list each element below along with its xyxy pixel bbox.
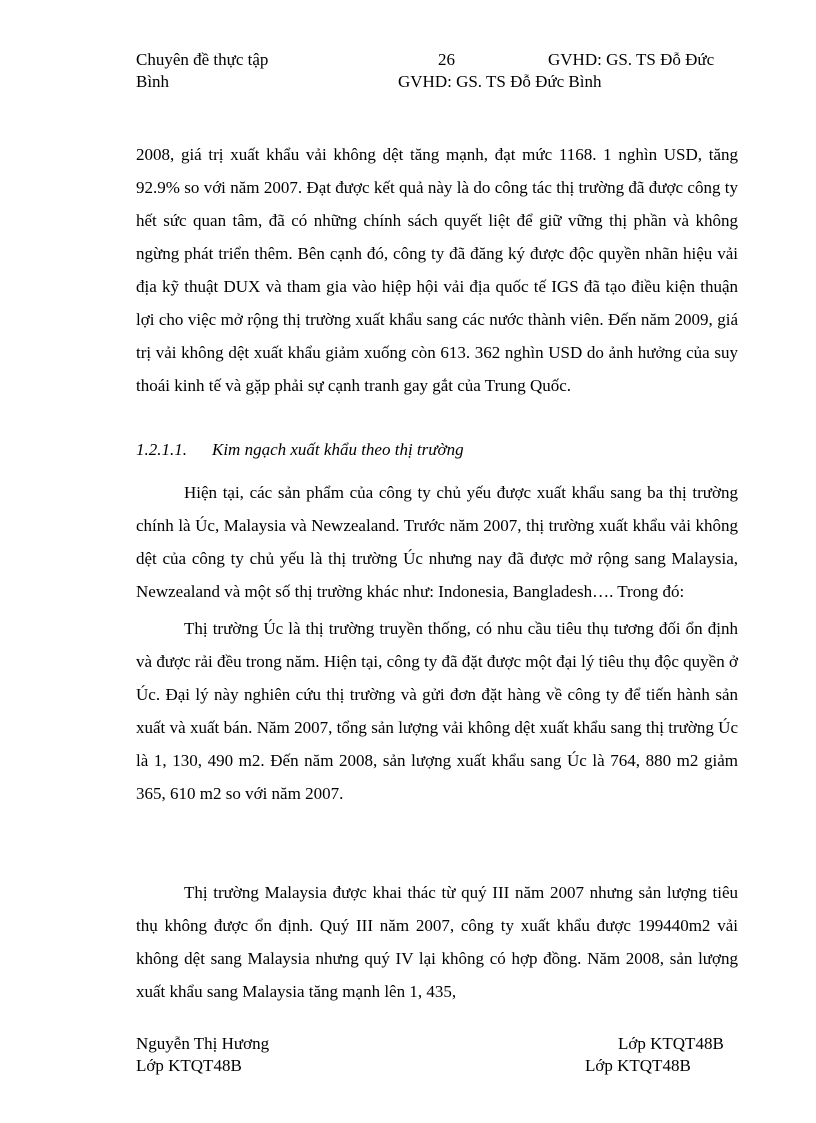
body-block-3 (136, 876, 738, 1008)
footer-class-left: Lớp KTQT48B (136, 1056, 242, 1075)
paragraph-1: 2008, giá trị xuất khẩu vải không dệt tăng mạnh, đạt mức 1168. 1 nghìn USD, tăng 92.9% so với năm 2007. Đạt được kết quả này là do công tác thị trường đã được công ty hết sức quan tâm, đã có những chính sách quyết liệt để giữ vững thị phần và không ngừng phát triển thêm. Bên cạnh đó, công ty đã đăng ký được độc quyền nhãn hiệu vải địa kỹ thuật DUX và tham gia vào hiệp hội vải địa quốc tế IGS đã tạo điều kiện thuận lợi cho việc mở rộng thị trường xuất khẩu sang các nước thành viên. Đến năm 2009, giá trị vải không dệt xuất khẩu giảm xuống còn 613. 362 nghìn USD do ảnh hưởng của suy thoái kinh tế và gặp phải sự cạnh tranh gay gắt của Trung Quốc. (136, 145, 738, 395)
header-left-line1: Chuyên đề thực tập (136, 50, 269, 69)
section-number: 1.2.1.1. (136, 440, 187, 459)
paragraph-3: Thị trường Úc là thị trường truyền thống, có nhu cầu tiêu thụ tương đối ổn định và được rải đều trong năm. Hiện tại, công ty đã đặt được một đại lý tiêu thụ độc quyền ở Úc. Đại lý này nghiên cứu thị trường và gửi đơn đặt hàng về công ty để tiến hành sản xuất và xuất bán. Năm 2007, tổng sản lượng vải không dệt xuất khẩu sang thị trường Úc là 1, 130, 490 m2. Đến năm 2008, sản lượng xuất khẩu sang Úc là 764, 880 m2 giảm 365, 610 m2 so với năm 2007. (136, 619, 738, 803)
header-right-line2: GVHD: GS. TS Đỗ Đức Bình (398, 72, 602, 91)
section-title: Kim ngạch xuất khẩu theo thị trường (212, 440, 464, 459)
header-right-line1: GVHD: GS. TS Đỗ Đức (548, 50, 715, 69)
header-left-line2: Bình (136, 72, 170, 91)
page-number: 26 (438, 50, 455, 69)
footer-author: Nguyễn Thị Hương (136, 1034, 270, 1053)
footer-class-right-line2: Lớp KTQT48B (585, 1056, 691, 1075)
paragraph-4: Thị trường Malaysia được khai thác từ quý III năm 2007 nhưng sản lượng tiêu thụ không được ổn định. Quý III năm 2007, công ty xuất khẩu được 199440m2 vải không dệt sang Malaysia nhưng quý IV lại không có hợp đồng. Năm 2008, sản lượng xuất khẩu sang Malaysia tăng mạnh lên 1, 435, (136, 883, 738, 1001)
footer-class-right-line1: Lớp KTQT48B (618, 1034, 724, 1053)
paragraph-2: Hiện tại, các sản phẩm của công ty chủ yếu được xuất khẩu sang ba thị trường chính là Úc, Malaysia và Newzealand. Trước năm 2007, thị trường xuất khẩu vải không dệt của công ty chủ yếu là thị trường Úc nhưng nay đã được mở rộng sang Malaysia, Newzealand và một số thị trường khác như: Indonesia, Bangladesh…. Trong đó: (136, 483, 738, 601)
body-block-1 (136, 138, 738, 402)
body-block-2 (136, 476, 738, 810)
section-heading (136, 440, 464, 460)
